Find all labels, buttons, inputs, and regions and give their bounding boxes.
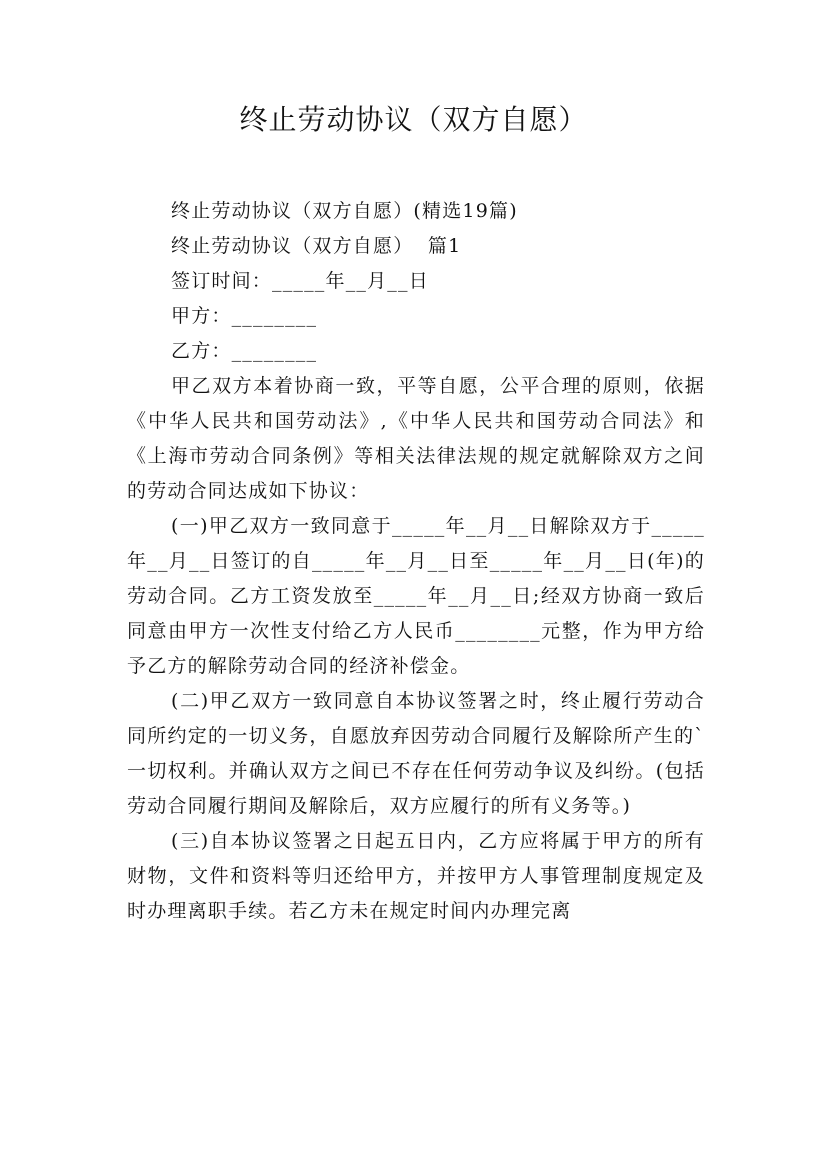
party-b-line: 乙方：________ (171, 340, 318, 362)
paragraph-preamble: 甲乙双方本着协商一致，平等自愿，公平合理的原则，依据《中华人民共和国劳动法》,《中华人民共和国劳动合同法》和《上海市劳动合同条例》等相关法律法规的规定就解除双方之间的劳动合同达成如下协议： (127, 375, 705, 502)
document-body (127, 194, 705, 929)
paragraph-clause-2: (二)甲乙双方一致同意自本协议签署之时，终止履行劳动合同所约定的一切义务，自愿放弃因劳动合同履行及解除所产生的`一切权利。并确认双方之间已不存在任何劳动争议及纠纷。(包括劳动合同履行期间及解除后，双方应履行的所有义务等。) (127, 690, 705, 817)
document-subtitle: 终止劳动协议（双方自愿）(精选19篇) (171, 200, 518, 222)
document-title: 终止劳动协议（双方自愿） (239, 103, 588, 136)
section-heading: 终止劳动协议（双方自愿） 篇1 (171, 235, 462, 257)
paragraph-clause-3: (三)自本协议签署之日起五日内，乙方应将属于甲方的所有财物，文件和资料等归还给甲方，并按甲方人事管理制度规定及时办理离职手续。若乙方未在规定时间内办理完离 (127, 830, 705, 922)
party-a-line: 甲方：________ (171, 305, 318, 327)
sign-date-line: 签订时间：_____年__月__日 (171, 270, 429, 292)
paragraph-clause-1: (一)甲乙双方一致同意于_____年__月__日解除双方于_____年__月__日签订的自_____年__月__日至_____年__月__日(年)的劳动合同。乙方工资发放至_____年__月__日;经双方协商一致后同意由甲方一次性支付给乙方人民币________元整，作为甲方给予乙方的解除劳动合同的经济补偿金。 (127, 515, 705, 677)
